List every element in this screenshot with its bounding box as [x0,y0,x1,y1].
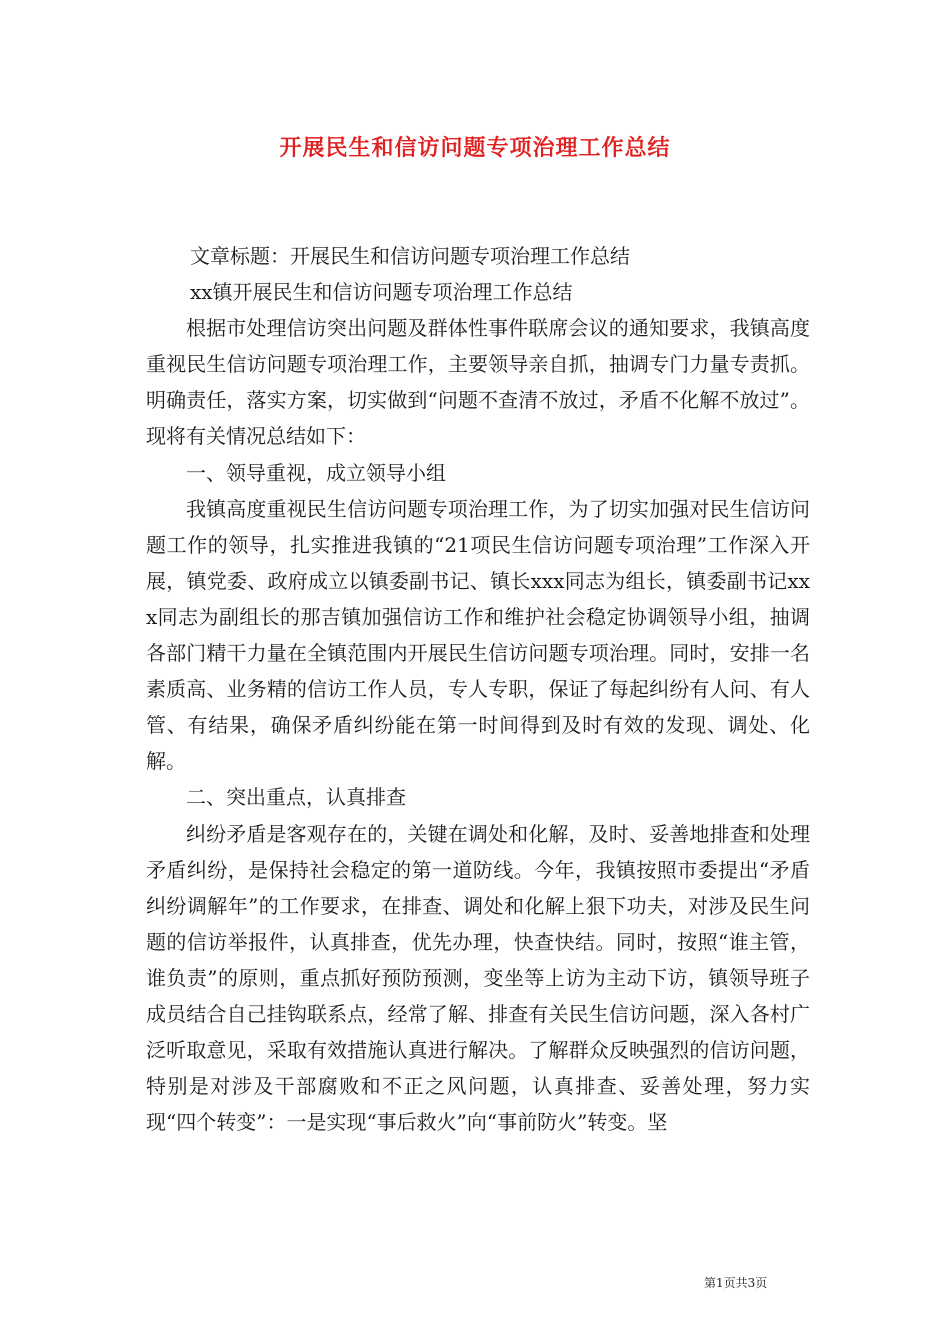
section-heading-1: 一、领导重视，成立领导小组 [186,460,446,485]
document-body [146,238,810,1140]
section-2-paragraph: 纠纷矛盾是客观存在的，关键在调处和化解，及时、妥善地排查和处理矛盾纠纷，是保持社会稳定的第一道防线。今年，我镇按照市委提出“矛盾纠纷调解年”的工作要求，在排查、调处和化解上狠下功夫，对涉及民生问题的信访举报件，认真排查，优先办理，快查快结。同时，按照“谁主管，谁负责”的原则，重点抓好预防预测，变坐等上访为主动下访，镇领导班子成员结合自己挂钩联系点，经常了解、排查有关民生信访问题，深入各村广泛听取意见，采取有效措施认真进行解决。了解群众反映强烈的信访问题，特别是对涉及干部腐败和不正之风问题，认真排查、妥善处理，努力实现“四个转变”：一是实现“事后救火”向“事前防火”转变。坚 [146,821,810,1135]
section-heading-2: 二、突出重点，认真排查 [186,785,406,810]
page-number: 第1页共3页 [704,1276,768,1290]
subtitle-line: xx镇开展民生和信访问题专项治理工作总结 [190,280,573,305]
article-title-line: 文章标题：开展民生和信访问题专项治理工作总结 [190,244,630,268]
document-title: 开展民生和信访问题专项治理工作总结 [279,135,671,161]
section-1-paragraph: 我镇高度重视民生信访问题专项治理工作，为了切实加强对民生信访问题工作的领导，扎实推进我镇的“21项民生信访问题专项治理”工作深入开展，镇党委、政府成立以镇委副书记、镇长xxx同志为组长，镇委副书记xxx同志为副组长的那吉镇加强信访工作和维护社会稳定协调领导小组，抽调各部门精干力量在全镇范围内开展民生信访问题专项治理。同时，安排一名素质高、业务精的信访工作人员，专人专职，保证了每起纠纷有人问、有人管、有结果，确保矛盾纠纷能在第一时间得到及时有效的发现、调处、化解。 [146,496,810,774]
intro-paragraph: 根据市处理信访突出问题及群体性事件联席会议的通知要求，我镇高度重视民生信访问题专项治理工作，主要领导亲自抓，抽调专门力量专责抓。明确责任，落实方案，切实做到“问题不查清不放过，矛盾不化解不放过”。现将有关情况总结如下： [146,316,810,449]
